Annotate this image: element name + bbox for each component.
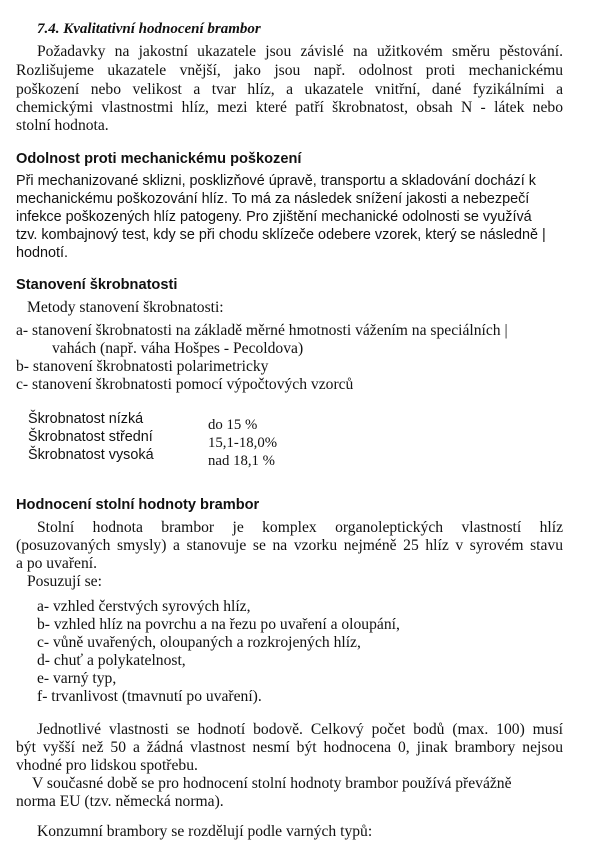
starch-row-high-label: Škrobnatost vysoká: [28, 447, 154, 463]
eu-line-1: V současné době se pro hodnocení stolní hodnoty brambor používá převážně: [32, 775, 512, 792]
starch-method-a-cont: vahách (např. váha Hošpes - Pecoldova): [52, 340, 304, 357]
section-title: 7.4. Kvalitativní hodnocení brambor: [37, 21, 261, 37]
starch-row-high-value: nad 18,1 %: [208, 453, 275, 469]
starch-method-c: c- stanovení škrobnatosti pomocí výpočtových vzorců: [16, 376, 354, 393]
mech-line-1: Při mechanizované sklizni, posklizňové úpravě, transportu a skladování dochází k: [16, 173, 536, 189]
starch-heading: Stanovení škrobnatosti: [16, 277, 178, 293]
last-line: Konzumní brambory se rozdělují podle varných typů:: [37, 823, 373, 840]
starch-intro: Metody stanovení škrobnatosti:: [27, 299, 224, 316]
intro-line-4: chemickými vlastnostmi hlíz, mezi které patří škrobnatost, obsah N - látek nebo: [16, 99, 563, 116]
eu-line-2: norma EU (tzv. německá norma).: [16, 793, 224, 810]
score-line-3: vhodné pro lidskou spotřebu.: [16, 757, 198, 774]
starch-row-low-value: do 15 %: [208, 417, 258, 433]
score-line-1: Jednotlivé vlastnosti se hodnotí bodově. Celkový počet bodů (max. 100) musí: [37, 721, 563, 738]
intro-line-1: Požadavky na jakostní ukazatele jsou závislé na užitkovém směru pěstování.: [37, 43, 563, 60]
assess-item-b: b- vzhled hlíz na povrchu a na řezu po uvaření a oloupání,: [37, 616, 400, 633]
starch-method-b: b- stanovení škrobnatosti polarimetricky: [16, 358, 269, 375]
table-line-1: Stolní hodnota brambor je komplex organoleptických vlastností hlíz: [37, 519, 563, 536]
table-line-3: a po uvaření.: [16, 555, 97, 572]
assess-item-c: c- vůně uvařených, oloupaných a rozkrojených hlíz,: [37, 634, 361, 651]
assess-item-f: f- trvanlivost (tmavnutí po uvaření).: [37, 688, 262, 705]
mech-line-5: hodnotí.: [16, 245, 69, 261]
mech-heading: Odolnost proti mechanickému poškození: [16, 151, 302, 167]
starch-row-mid-value: 15,1-18,0%: [208, 435, 278, 451]
starch-row-low-label: Škrobnatost nízká: [28, 411, 144, 427]
intro-line-3: poškození nebo velikost a tvar hlíz, a ukazatele vnitřní, dané fyzikálními a: [16, 81, 563, 98]
table-line-2: (posuzovaných smysly) a stanovuje se na vzorku nejméně 25 hlíz v syrovém stavu: [16, 537, 563, 554]
table-heading: Hodnocení stolní hodnoty brambor: [16, 497, 260, 513]
mech-line-2: mechanickému poškozování hlíz. To má za následek snížení jakosti a nebezpečí: [16, 191, 530, 207]
mech-line-4: tzv. kombajnový test, kdy se při chodu sklízeče odebere vzorek, který se následně |: [16, 227, 546, 243]
starch-method-a: a- stanovení škrobnatosti na základě měrné hmotnosti vážením na speciálních |: [16, 322, 508, 339]
assess-item-d: d- chuť a polykatelnost,: [37, 652, 186, 669]
starch-row-mid-label: Škrobnatost střední: [28, 429, 153, 445]
mech-line-3: infekce poškozených hlíz patogeny. Pro zjištění mechanické odolnosti se využívá: [16, 209, 532, 225]
score-line-2: být vyšší než 50 a žádná vlastnost nesmí být hodnocena 0, jinak brambory nejsou: [16, 739, 563, 756]
assess-item-e: e- varný typ,: [37, 670, 117, 687]
intro-line-2: Rozlišujeme ukazatele vnější, jako jsou např. odolnost proti mechanickému: [16, 62, 563, 79]
intro-line-5: stolní hodnota.: [16, 117, 109, 134]
assess-label: Posuzují se:: [27, 573, 102, 590]
assess-item-a: a- vzhled čerstvých syrových hlíz,: [37, 598, 251, 615]
